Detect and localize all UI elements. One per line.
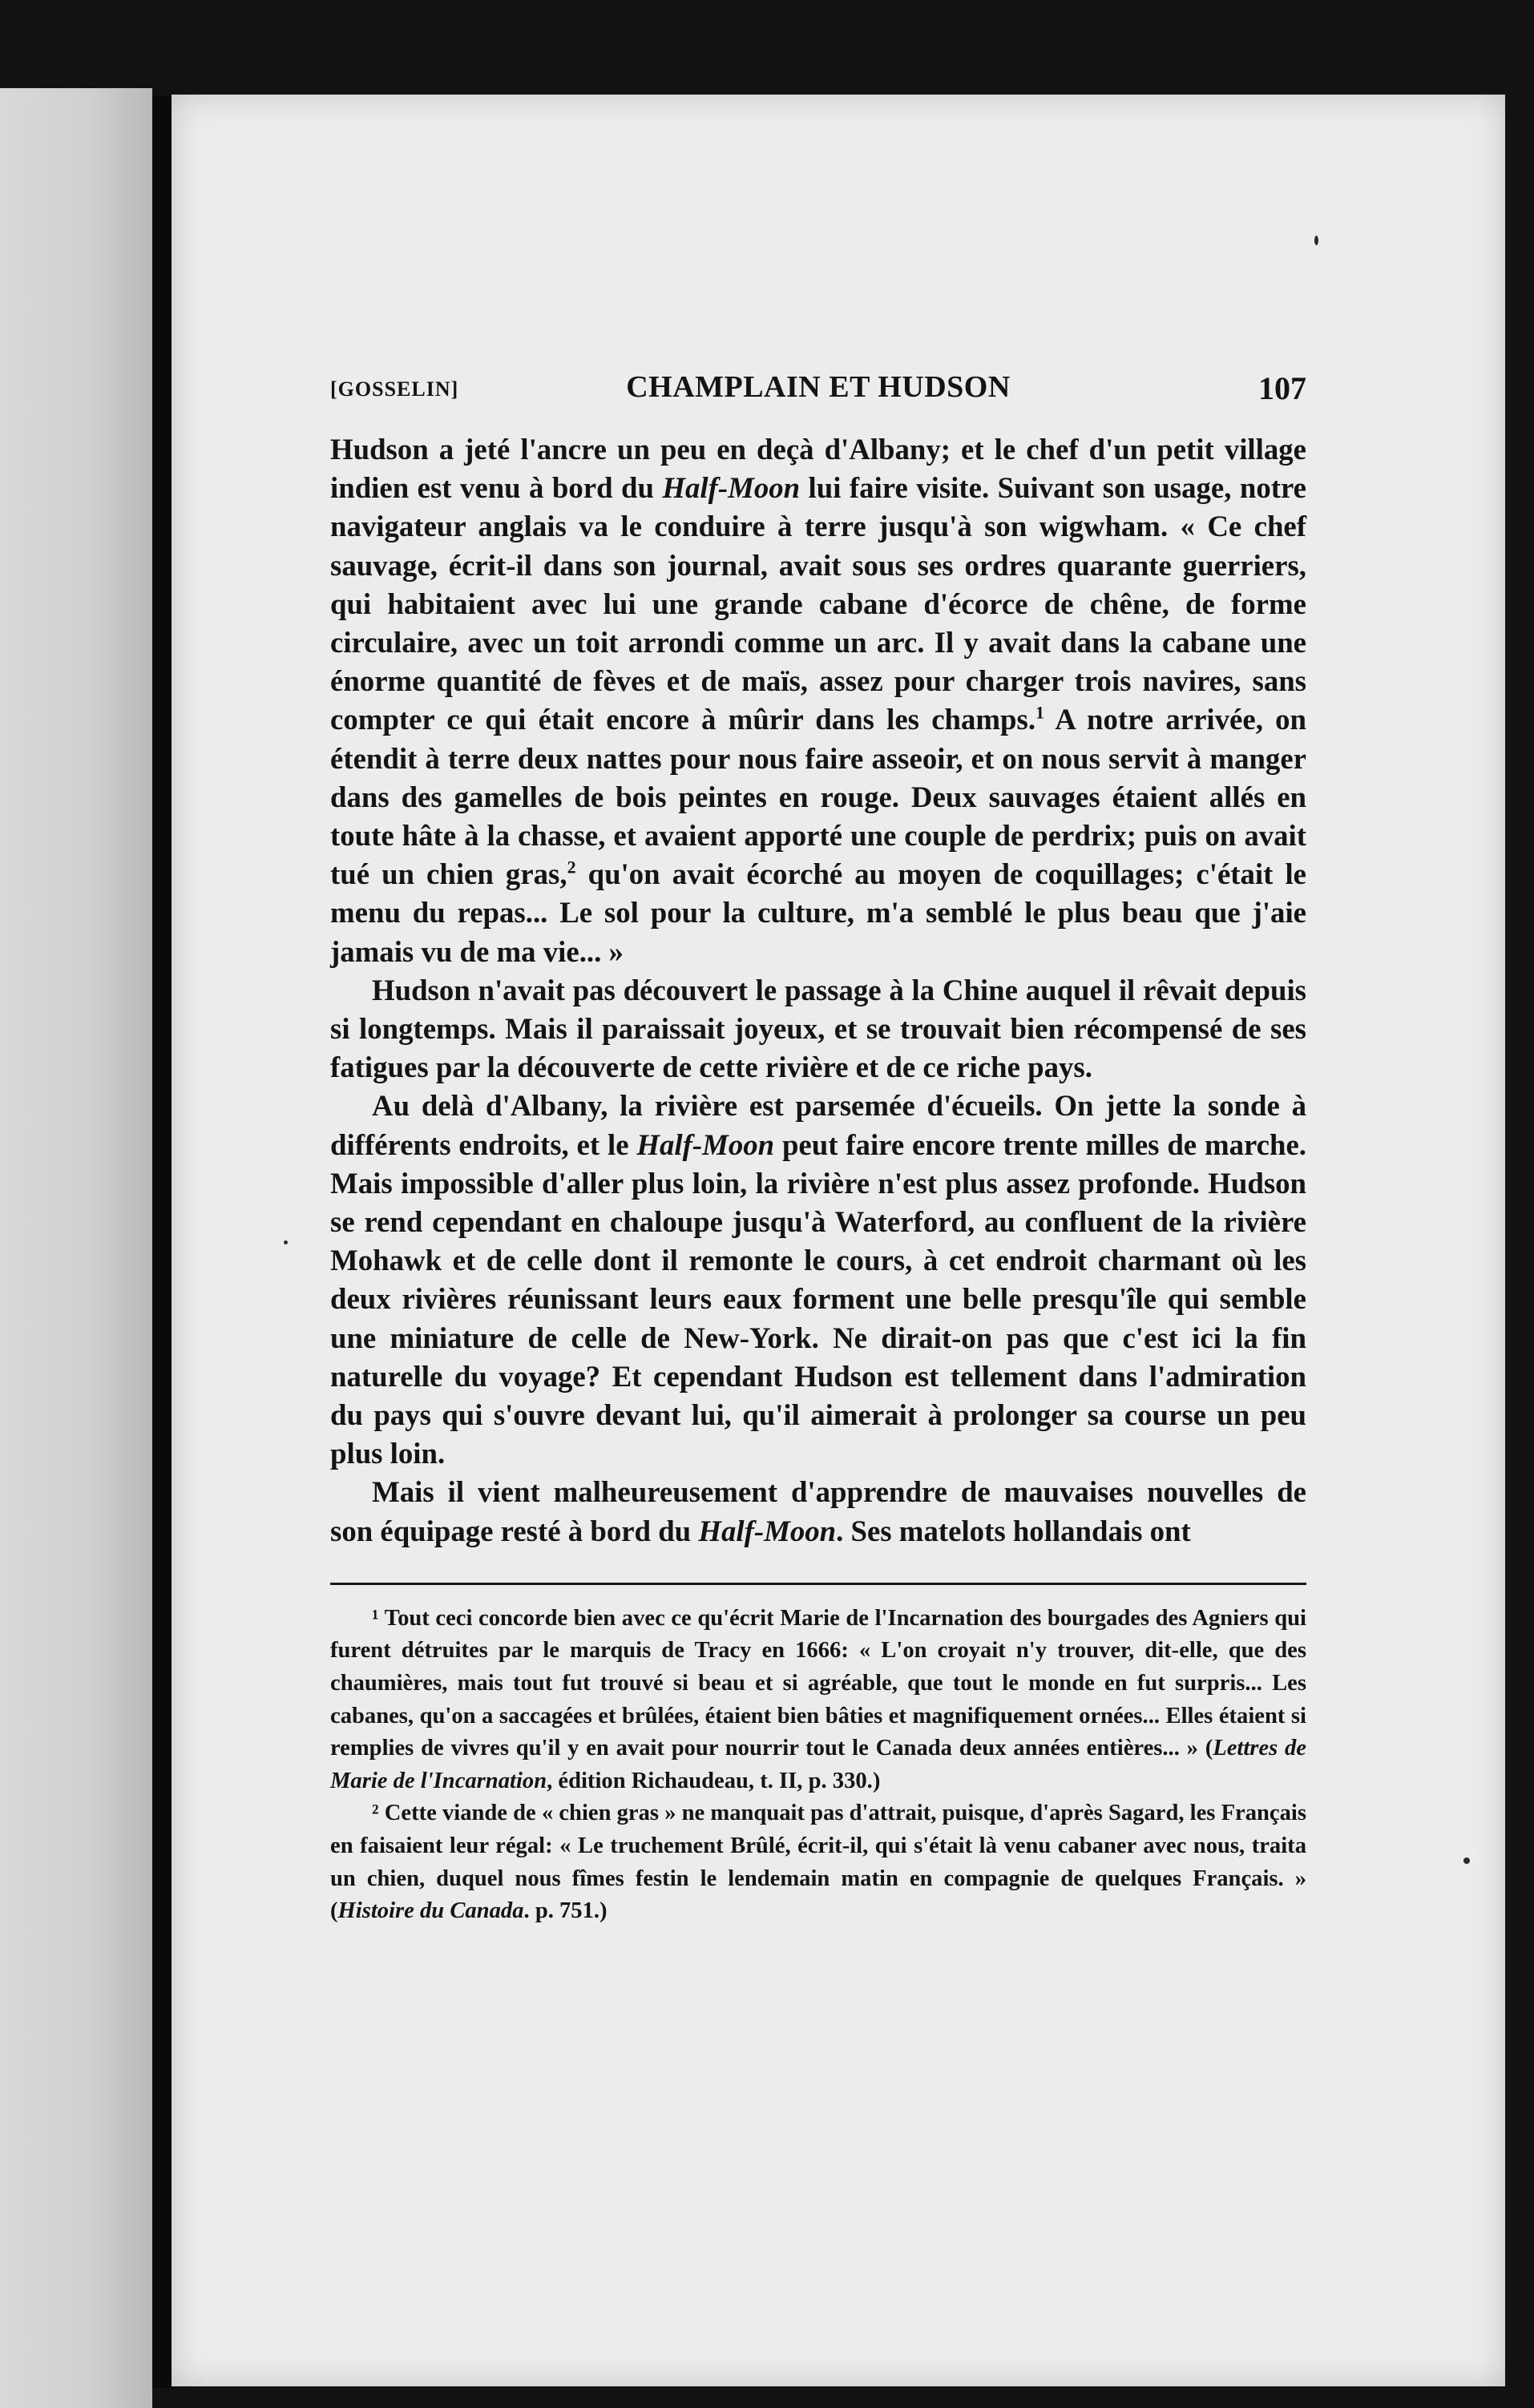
running-title: CHAMPLAIN ET HUDSON [626,370,1011,404]
book-gutter [152,96,173,2388]
scan-speck [1463,1857,1470,1864]
footnote-text: ¹ Tout ceci concorde bien avec ce qu'écrit Marie de l'Incarnation des bourgades des Agniers qui furent détruites par le marquis de Tracy en 1666: « L'on croyait n'y trouver, dit-elle, que des chaumières, mais tout fut trouvé si beau et si agréable, que tout le monde en fut surpris... Les cabanes, qu'on a saccagées et brûlées, étaient bien bâties et magnifiquement ornées... Elles étaient si remplies de vivres qu'il y en avait pour nourrir tout le Canada deux années entières... » ( [330,1605,1306,1761]
ship-name: Half-Moon [662,471,801,505]
footnote-ref-2: 2 [567,857,576,877]
footnote-text: ² Cette viande de « chien gras » ne manquait pas d'attrait, puisque, d'après Sagard, les Français en faisaient leur régal: « Le truchement Brûlé, écrit-il, qui s'était là venu cabaner avec nous, traita un chien, duquel nous fîmes festin le lendemain matin en compagnie de quelques Français. » ( [330,1801,1306,1924]
footnote-2 [330,1797,1306,1927]
scan-speck [1314,236,1318,245]
paragraph-text: Hudson a jeté l'ancre un peu en deçà d'Albany; et le chef d'un petit village indien est venu à bord du [330,433,1306,505]
paragraph-text: Mais il vient malheureusement d'apprendre de mauvaises nouvelles de son équipage resté à bord du [330,1475,1306,1547]
paragraph-text: lui faire visite. Suivant son usage, notre navigateur anglais va le conduire à terre jusqu'à son wigwham. « Ce chef sauvage, écrit-il dans son journal, avait sous ses ordres quarante guerriers, qui habitaient avec lui une grande cabane d'écorce de chêne, de forme circulaire, avec un toit arrondi comme un arc. Il y avait dans la cabane une énorme quantité de fèves et de maïs, assez pour charger trois navires, sans compter ce qui était encore à mûrir dans les champs. [330,471,1307,736]
footnote-text: . p. 751.) [523,1898,608,1924]
footnote-text: , édition Richaudeau, t. II, p. 330.) [547,1768,881,1793]
footnote-ref-1: 1 [1035,703,1045,724]
body-paragraph-1 [330,430,1306,971]
cited-title: Histoire du Canada [337,1898,524,1924]
ship-name: Half-Moon [636,1127,775,1161]
book-page [172,95,1505,2386]
body-paragraph-4 [330,1473,1306,1550]
author-tag: [GOSSELIN] [330,377,459,401]
paragraph-text: A notre arrivée, on étendit à terre deux nattes pour nous faire asseoir, et on nous servit à manger dans des gamelles de bois peintes en rouge. Deux sauvages étaient allés en toute hâte à la chasse, et avaient apporté une couple de perdrix; puis on avait tué un chien gras, [330,703,1306,891]
footnote-divider [330,1583,1306,1585]
footnote-1 [330,1603,1306,1798]
body-paragraph-2: Hudson n'avait pas découvert le passage à la Chine auquel il rêvait depuis si longtemps. Mais il paraissait joyeux, et se trouvait bien récompensé de ses fatigues par la découverte de cette rivière et de ce riche pays. [330,973,1306,1084]
scan-speck [284,1240,288,1244]
running-head [330,369,1306,416]
body-paragraph-3 [330,1087,1306,1473]
paragraph-text: Au delà d'Albany, la rivière est parsemée d'écueils. On jette la sonde à différents endroits, et le [330,1089,1306,1161]
paragraph-text: . Ses matelots hollandais ont [836,1514,1191,1547]
facing-page-edge [0,88,152,2408]
ship-name: Half-Moon [698,1514,837,1547]
paragraph-text: qu'on avait écorché au moyen de coquillages; c'était le menu du repas... Le sol pour la culture, m'a semblé le plus beau que j'aie jamais vu de ma vie... » [330,857,1306,968]
page-number: 107 [1258,370,1306,406]
cited-title: Lettres de Marie de l'Incarnation [330,1736,1306,1793]
paragraph-text: peut faire encore trente milles de marche. Mais impossible d'aller plus loin, la rivière n'est plus assez profonde. Hudson se rend cependant en chaloupe jusqu'à Waterford, au confluent de la rivière Mohawk et de celle dont il remonte le cours, à cet endroit charmant où les deux rivières réunissant leurs eaux forment une belle presqu'île qui semble une miniature de celle de New-York. Ne dirait-on pas que c'est ici la fin naturelle du voyage? Et cependant Hudson est tellement dans l'admiration du pays qui s'ouvre devant lui, qu'il aimerait à prolonger sa course un peu plus loin. [330,1127,1306,1470]
page-content [330,369,1306,1928]
